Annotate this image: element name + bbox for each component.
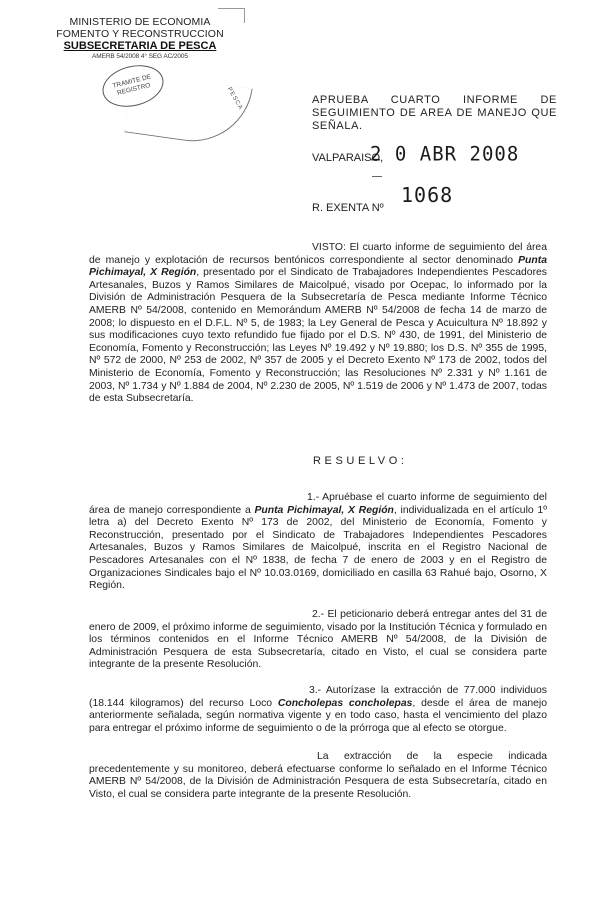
letterhead-ministry-2: FOMENTO Y RECONSTRUCCION [56,28,224,40]
handwritten-dash [372,176,382,177]
resolution-number: 1068 [401,183,454,207]
stamp-text: TRAMITE DE REGISTRO [111,73,152,97]
resolution-label: R. EXENTA Nº [312,202,384,214]
stamp-arc [124,72,252,149]
visto-paragraph [89,242,547,406]
item-3-text: , desde el área de manejo anteriormente señalada, según normativa vigente y en todo caso, hasta el vencimiento del plazo para entregar el próximo informe de seguimiento o de la prórroga que al efecto se otorgue. [89,697,547,734]
letterhead-reference: AMERB 54/2008 4° SEG AC/2005 [92,53,188,60]
item-1-place: Punta Pichimayal, X Región [254,504,394,516]
item-2-paragraph [89,609,547,672]
item-2-text: 2.- El peticionario deberá entregar antes del 31 de enero de 2009, el próximo informe de seguimiento, visado por la Institución Técnica y formulado en los términos contenidos en el Informe Técnico AMERB Nº 54/2008, de la División de Administración Pesquera de esta Subsecretaría, citado en Visto, el cual se considera parte integrante de la presente Resolución. [89,609,547,671]
letterhead [55,16,225,61]
letterhead-subsecretaria: SUBSECRETARIA DE PESCA [63,40,217,52]
visto-lead: VISTO: [312,242,346,253]
item-4-text: La extracción de la especie indicada precedentemente y su monitoreo, deberá efectuarse conforme lo señalado en el Informe Técnico AMERB Nº 54/2008, de la División de Administración Pesquera de esta Subsecretaría, citado en Visto, el cual se considera parte integrante de la presente Resolución. [89,751,547,800]
item-1-text: , individualizada en el artículo 1º letra a) del Decreto Exento Nº 173 de 2002, del Ministerio de Economía, Fomento y Reconstrucción, presentado por el Sindicato de Trabajadores Independientes Pescadores Artesanales, Buzos y Ramos Similares de Maicolpué, inscrita en el Registro Nacional de Pescadores Artesanales con el Nº 1838, de fecha 7 de enero de 2003 y en el Registro de Organizaciones Sindicales bajo el Nº 10.03.0169, domiciliado en casilla 63 Rahué bajo, Osorno, X Región. [89,504,547,592]
resolution-subject: APRUEBA CUARTO INFORME DE SEGUIMIENTO DE AREA DE MANEJO QUE SEÑALA. [312,94,557,132]
resolution-date: 2 0 ABR 2008 [370,142,520,166]
item-1-paragraph [89,492,547,593]
visto-text-b: , presentado por el Sindicato de Trabajadores Independientes Pescadores Artesanales, Buzos y Ramos Similares de Maicolpué, visado por Ocepac, lo informado por la División de Administración Pesquera de la Subsecretaría de Pesca mediante Informe Técnico AMERB Nº 54/2008, contenido en Memorándum AMERB Nº 54/2008 de fecha 14 de marzo de 2008; lo dispuesto en el D.F.L. Nº 5, de 1983; la Ley General de Pesca y Acuicultura Nº 18.892 y sus modificaciones cuyo texto refundido fue fijado por el D.S. Nº 430, de 1991, del Ministerio de Economía, Fomento y Reconstrucción; las Leyes Nº 19.492 y Nº 19.880; los D.S. Nº 355 de 1995, Nº 572 de 2000, Nº 253 de 2002, Nº 357 de 2005 y el Decreto Exento Nº 173 de 2002, todos del Ministerio de Economía, Fomento y Reconstrucción; las Resoluciones Nº 2.331 y Nº 1.161 de 2003, Nº 1.734 y Nº 1.884 de 2004, Nº 2.230 de 2005, Nº 1.519 de 2006 y Nº 1.473 de 2007, todas de esta Subsecretaría. [89,267,547,405]
stamp-arc-text: PESCA [225,86,244,112]
letterhead-ministry: MINISTERIO DE ECONOMIA [69,16,211,28]
item-1-lead: 1.- Apruébase el cuarto informe de seguimiento del área de manejo correspondiente a [89,492,547,516]
item-3-paragraph [89,685,547,735]
item-3-lead: 3.- Autorízase la extracción de 77.000 individuos (18.144 kilogramos) del recurso Loco [89,685,547,709]
place-city: VALPARAISO, [312,152,384,164]
visto-place: Punta Pichimayal, X Región [89,254,547,279]
item-4-paragraph [89,751,547,801]
resuelvo-heading: RESUELVO: [313,455,408,467]
visto-text-a: El cuarto informe de seguimiento del área de manejo y explotación de recursos bentónicos correspondiente al sector denominado [89,242,547,266]
item-3-species: Concholepas concholepas [277,697,413,709]
